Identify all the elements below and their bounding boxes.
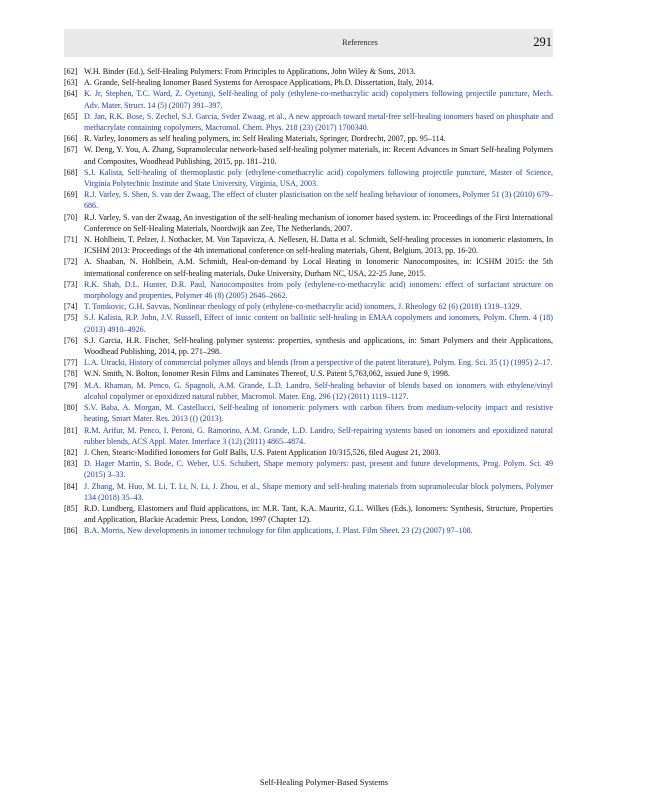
reference-entry bbox=[64, 212, 553, 234]
reference-entry bbox=[64, 447, 553, 458]
reference-entry bbox=[64, 335, 553, 357]
reference-number: [64] bbox=[64, 89, 78, 99]
reference-number: [73] bbox=[64, 279, 78, 289]
reference-number: [62] bbox=[64, 67, 78, 76]
reference-link[interactable]: J. Zhang, M. Huo, M. Li, T. Li, N. Li, J. Zhou, et al., Shape memory and self-healing materials from supramolecular block polymers, Polymer 134 (2018) 35–43. bbox=[84, 481, 553, 502]
reference-link[interactable]: M.A. Rhaman, M. Penco, G. Spagnoli, A.M. Grande, L.D. Landro, Self-healing behavior of blends based on ionomers with ethylene/vinyl alcohol copolymer or epoxidized natural rubber, Macromol. Mater. Eng. 296 (12) (2011) 1119–1127. bbox=[84, 380, 553, 401]
reference-text: N. Hohlbein, T. Pelzer, J. Nothacker, M. Von Tapavicza, A. Nellesen, H. Datta et al. Schmidt, Self-healing processes in ionomeric elastomers, In ICSHM 2013: Proceedings of the 4th international conference on self-healing materials, Ghent, Belgium, 2013, pp. 16-20. bbox=[84, 235, 553, 256]
reference-number: [80] bbox=[64, 403, 78, 413]
reference-entry bbox=[64, 77, 553, 88]
reference-entry bbox=[64, 66, 553, 77]
reference-entry[interactable] bbox=[64, 402, 553, 424]
reference-link[interactable]: T. Tomkovic, G.H. Savvas, Nonlinear rheology of poly (ethylene-co-methacrylic acid) ionomers, J. Rheology 62 (6) (2018) 1319–1329. bbox=[84, 302, 522, 312]
reference-entry bbox=[64, 234, 553, 256]
reference-entry[interactable] bbox=[64, 481, 553, 503]
reference-number: [75] bbox=[64, 313, 78, 323]
reference-number: [70] bbox=[64, 212, 78, 222]
reference-number: [85] bbox=[64, 503, 78, 513]
reference-text: W.N. Smith, N. Bolton, Ionomer Resin Films and Laminates Thereof, U.S. Patent 5,763,062, issued June 9, 1998. bbox=[84, 369, 450, 379]
reference-number: [63] bbox=[64, 78, 78, 88]
reference-entry[interactable] bbox=[64, 525, 553, 536]
reference-text: J. Chen, Stearic-Modified Ionomers for Golf Balls, U.S. Patent Application 10/315,526, filed August 21, 2003. bbox=[84, 447, 441, 457]
page-number: 291 bbox=[533, 35, 552, 49]
reference-link[interactable]: S.J. Kalista, Self-healing of thermoplastic poly (ethylene-comethacrylic acid) copolymers following projectile puncture, Master of Science, Virginia Polytechnic Institute and State University, Virginia, USA, 2003. bbox=[84, 167, 553, 189]
reference-link[interactable]: R.M. Arifur, M. Penco, I. Peroni, G. Ramorino, A.M. Grande, L.D. Landro, Self-repairing systems based on ionomers and epoxidized natural rubber blends, ACS Appl. Mater. Interface 3 (12) (2011) 4865–4874. bbox=[84, 425, 553, 446]
reference-number: [83] bbox=[64, 459, 78, 469]
reference-number: [69] bbox=[64, 190, 78, 200]
running-header-title: References bbox=[342, 38, 378, 47]
reference-text: R. Varley, Ionomers as self healing polymers, in: Self Healing Materials, Springer, Dordrecht, 2007, pp. 95–114. bbox=[84, 134, 446, 144]
reference-number: [81] bbox=[64, 425, 78, 435]
reference-entry[interactable] bbox=[64, 88, 553, 110]
reference-number: [86] bbox=[64, 526, 78, 536]
reference-entry bbox=[64, 503, 553, 525]
reference-text: A. Shaaban, N. Hohlbein, A.M. Schmidt, Heal-on-demand by Local Heating in Ionomeric Nanocomposites, in: ICSHM 2015: the 5th international conference on self-healing materials, Duke University, Durham NC, USA, 22-25 June, 2015. bbox=[84, 257, 553, 278]
reference-link[interactable]: S.V. Baba, A. Morgan, M. Castellucci, Self-healing of ionomeric polymers with carbon fibers from medium-velocity impact and resistive heating, Smart Mater. Res. 2013 (() (2013). bbox=[84, 403, 553, 424]
reference-text: R.D. Lundberg, Elastomers and fluid applications, in: M.R. Tant, K.A. Mauritz, G.L. Wilkes (Eds.), Ionomers: Synthesis, Structure, Properties and Application, Blackie Academic Press, London, 1997 (Chapter 12). bbox=[84, 503, 553, 525]
reference-number: [65] bbox=[64, 111, 78, 121]
reference-number: [68] bbox=[64, 167, 78, 177]
reference-link[interactable]: R.K. Shah, D.L. Hunter, D.R. Paul, Nanocomposites from poly (ethylene-co-methacrylic acid) ionomers: effect of surfactant structure on morphology and properties, Polymer 46 (8) (2005) 2646–2662. bbox=[84, 279, 553, 301]
reference-entry[interactable] bbox=[64, 380, 553, 402]
reference-entry[interactable] bbox=[64, 279, 553, 301]
reference-link[interactable]: D. Jan, R.K. Bose, S. Zechel, S.J. Garcia, Svder Zwaag, et al., A new approach toward metal-free self-healing ionomers based on phosphate and methacrylate containing copolymers, Macromol. Chem. Phys. 218 (23) (2017) 1700340. bbox=[84, 111, 553, 133]
reference-link[interactable]: D. Hager Martin, S. Bode, C. Weber, U.S. Schubert, Shape memory polymers: past, present and future developments, Prog. Polym. Sci. 49 (2015) 3–33. bbox=[84, 459, 553, 480]
reference-entry bbox=[64, 256, 553, 278]
reference-number: [84] bbox=[64, 481, 78, 491]
reference-text: A. Grande, Self-healing Ionomer Based Systems for Aerospace Applications, Ph.D. Dissertation, Italy, 2014. bbox=[84, 78, 434, 88]
reference-number: [79] bbox=[64, 380, 78, 390]
reference-number: [78] bbox=[64, 369, 78, 379]
reference-text: W.H. Binder (Ed.), Self-Healing Polymers: From Principles to Applications, John Wiley & Sons, 2013. bbox=[84, 67, 416, 76]
running-footer-book-title: Self-Healing Polymer-Based Systems bbox=[259, 777, 389, 787]
reference-entry bbox=[64, 133, 553, 144]
reference-link[interactable]: R.J. Varley, S. Shen, S. van der Zwaag, The effect of cluster plasticisation on the self healing behaviour of ionomers, Polymer 51 (3) (2010) 679–686. bbox=[84, 190, 553, 211]
reference-entry[interactable] bbox=[64, 301, 553, 312]
reference-number: [72] bbox=[64, 257, 78, 267]
reference-entry[interactable] bbox=[64, 312, 553, 334]
reference-number: [76] bbox=[64, 335, 78, 345]
reference-text: W. Deng, Y. You, A. Zhang, Supramolecular network-based self-healing polymer materials, in: Recent Advances in Smart Self-healing Polymers and Composites, Woodhead Publishing, 2015, pp. 181–210. bbox=[84, 145, 553, 166]
reference-entry[interactable] bbox=[64, 111, 553, 133]
reference-entry[interactable] bbox=[64, 458, 553, 480]
reference-number: [66] bbox=[64, 134, 78, 144]
reference-link[interactable]: L.A. Utracki, History of commercial polymer alloys and blends (from a perspective of the patent literature), Polym. Eng. Sci. 35 (1) (1995) 2–17. bbox=[84, 358, 553, 368]
reference-link[interactable]: S.J. Kalista, R.P. John, J.V. Russell, Effect of ionic content on ballistic self-healing in EMAA copolymers and ionomers, Polym. Chem. 4 (18) (2013) 4910–4926. bbox=[84, 313, 553, 334]
reference-entry bbox=[64, 144, 553, 166]
reference-entry[interactable] bbox=[64, 425, 553, 447]
reference-entry bbox=[64, 368, 553, 379]
reference-entry[interactable] bbox=[64, 357, 553, 368]
reference-link[interactable]: B.A. Morris, New developments in ionomer technology for film applications, J. Plast. Film Sheet. 23 (2) (2007) 97–108. bbox=[84, 526, 473, 536]
reference-link[interactable]: K. Jr, Stephen, T.C. Ward, Z. Oyetunji, Self-healing of poly (ethylene-co-methacrylic acid) copolymers following projectile puncture, Mech. Adv. Mater. Struct. 14 (5) (2007) 391–397. bbox=[84, 89, 553, 110]
reference-list bbox=[64, 66, 553, 537]
reference-number: [67] bbox=[64, 145, 78, 155]
reference-number: [82] bbox=[64, 447, 78, 457]
reference-number: [74] bbox=[64, 302, 78, 312]
reference-text: S.J. Garcia, H.R. Fischer, Self-healing polymer systems: properties, synthesis and applications, in: Smart Polymers and their Applications, Woodhead Publishing, 2014, pp. 271–298. bbox=[84, 335, 553, 357]
reference-text: R.J. Varley, S. van der Zwaag, An investigation of the self-healing mechanism of ionomer based system. in: Proceedings of the First International Conference on Self-Healing Materials, Noordwijk aan Zee, The Netherlands, 2007. bbox=[84, 212, 553, 233]
reference-entry[interactable] bbox=[64, 167, 553, 189]
reference-number: [77] bbox=[64, 358, 78, 368]
reference-entry[interactable] bbox=[64, 189, 553, 211]
reference-number: [71] bbox=[64, 235, 78, 245]
